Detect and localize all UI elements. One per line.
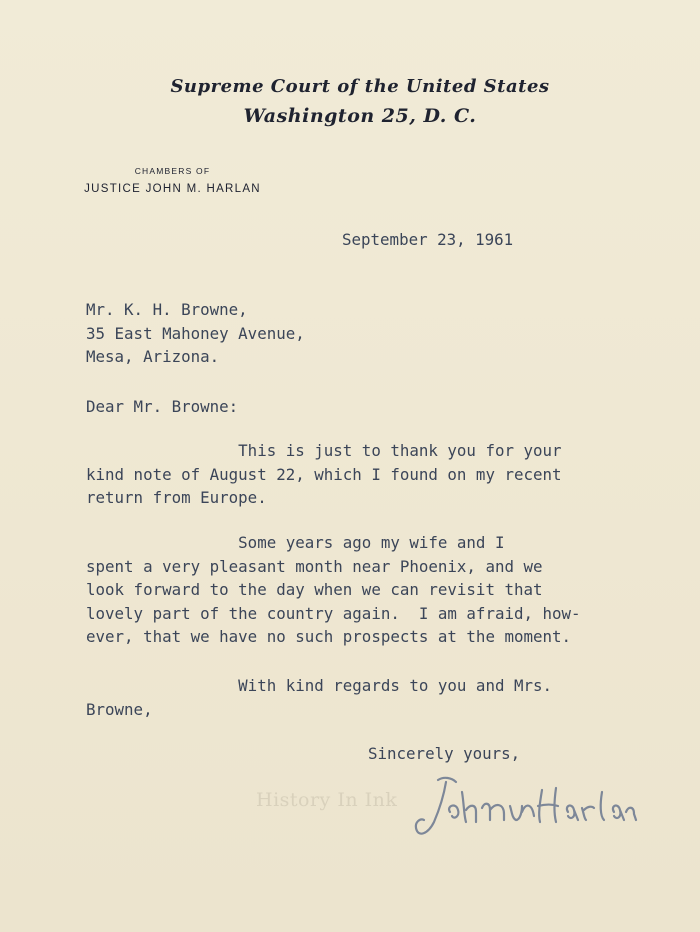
recipient-address: [86, 298, 305, 369]
paragraph-line: With kind regards to you and Mrs.: [86, 676, 553, 695]
letterhead-court-name: Supreme Court of the United States: [170, 76, 550, 97]
letterhead-city: Washington 25, D. C.: [243, 105, 477, 127]
paragraph-line: Some years ago my wife and I: [86, 533, 505, 552]
recipient-street: 35 East Mahoney Avenue,: [86, 323, 305, 343]
paragraph-line: kind note of August 22, which I found on my recent: [86, 464, 562, 484]
salutation: Dear Mr. Browne:: [86, 397, 239, 416]
paragraph-line: Browne,: [86, 699, 153, 719]
recipient-name: Mr. K. H. Browne,: [86, 300, 248, 319]
paragraph-line: return from Europe.: [86, 488, 267, 508]
paragraph-1: [86, 439, 562, 510]
closing-paragraph: [86, 674, 552, 721]
paragraph-line: lovely part of the country again. I am afraid, how-: [86, 603, 581, 623]
watermark-text: History In Ink: [256, 789, 398, 811]
paragraph-line: This is just to thank you for your: [86, 441, 562, 460]
chambers-label: CHAMBERS OF: [134, 166, 211, 176]
letter-date: September 23, 1961: [342, 230, 514, 249]
paragraph-line: spent a very pleasant month near Phoenix, and we: [86, 556, 543, 576]
paragraph-2: [86, 531, 581, 649]
paragraph-line: ever, that we have no such prospects at the moment.: [86, 627, 572, 647]
paragraph-line: look forward to the day when we can revisit that: [86, 580, 543, 600]
justice-name: JUSTICE JOHN M. HARLAN: [84, 183, 261, 195]
handwritten-signature: [410, 772, 640, 842]
signoff: Sincerely yours,: [368, 744, 521, 763]
recipient-city: Mesa, Arizona.: [86, 347, 220, 367]
